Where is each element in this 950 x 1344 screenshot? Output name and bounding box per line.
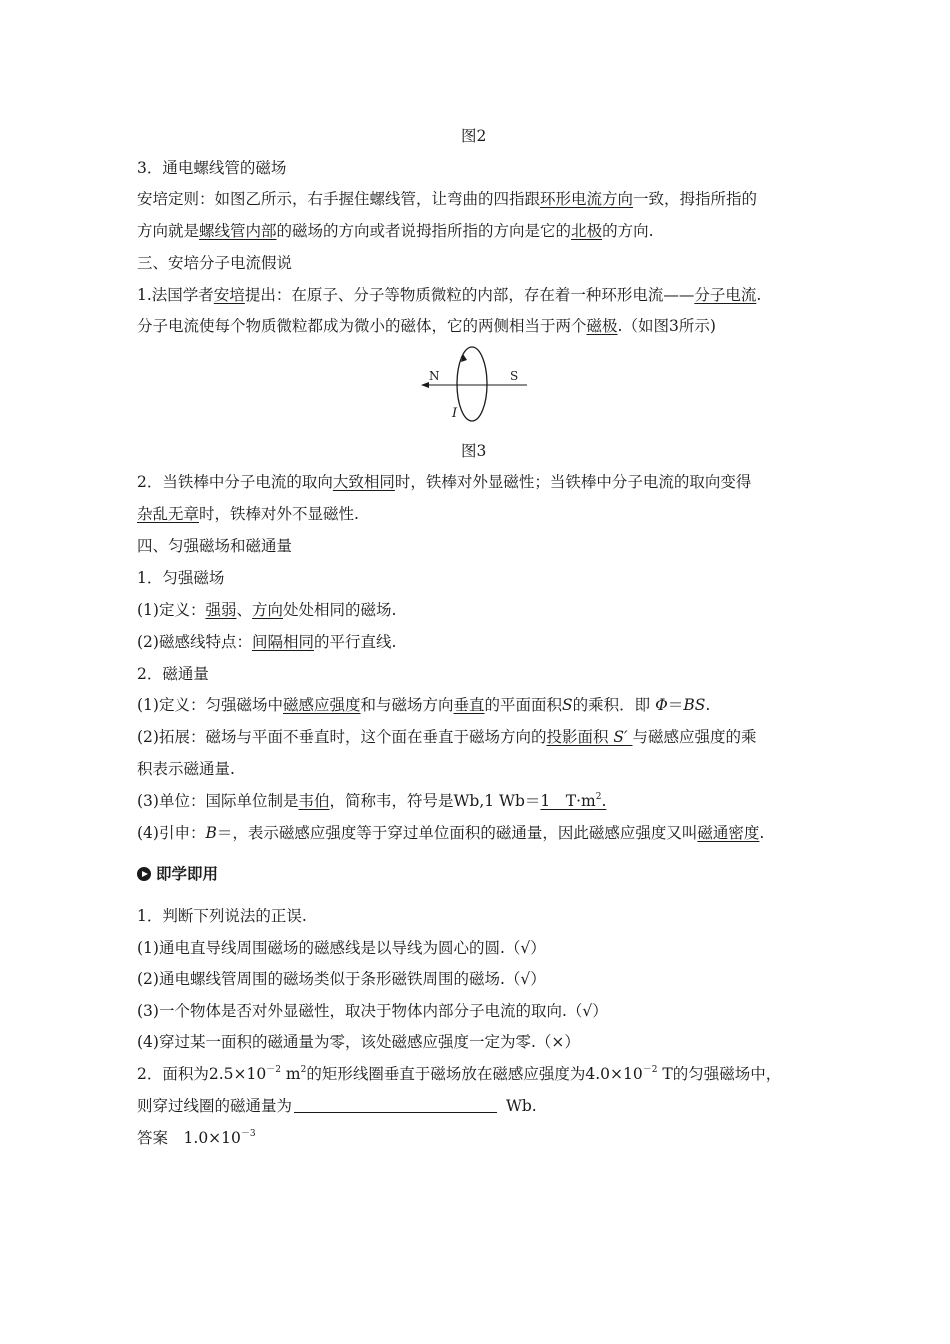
play-circle-icon — [137, 867, 151, 881]
flux-extension-line-1: (2)拓展：磁场与平面不垂直时，这个面在垂直于磁场方向的投影面积 S′ 与磁感应强度的乘 — [137, 728, 757, 746]
question-2-line-2: 则穿过线圈的磁通量为 Wb. — [137, 1097, 537, 1115]
answer-ring-current-direction: 环形电流方向 — [540, 190, 634, 208]
answer-projected-area: 投影面积 S′ — [546, 728, 628, 746]
south-pole-label: S — [510, 369, 519, 383]
field-line-feature: (2)磁感线特点：间隔相同的平行直线. — [137, 633, 397, 651]
figure-3-molecular-current-diagram — [415, 340, 535, 430]
question-1-item-3: (3)一个物体是否对外显磁性，取决于物体内部分子电流的取向.（√） — [137, 1002, 608, 1020]
section-heading-ampere-hypothesis: 三、安培分子电流假说 — [137, 254, 293, 272]
flux-density-extension: (4)引申：B＝，表示磁感应强度等于穿过单位面积的磁通量，因此磁感应强度又叫磁通密度. — [137, 824, 765, 842]
question-1-item-2: (2)通电螺线管周围的磁场类似于条形磁铁周围的磁场.（√） — [137, 970, 546, 988]
answer-equal-spacing: 间隔相同 — [251, 633, 314, 651]
question-1-prompt: 1．判断下列说法的正误. — [137, 907, 307, 925]
ampere-rule-line-1: 安培定则：如图乙所示，右手握住螺线管，让弯曲的四指跟环形电流方向一致，拇指所指的 — [137, 190, 758, 208]
answer-roughly-same: 大致相同 — [332, 473, 395, 491]
answer-tesla-square-meter: 1 $T\cdot m^2$. — [540, 792, 607, 810]
practice-section-title: 即学即用 — [137, 863, 827, 885]
uniform-field-heading: 1．匀强磁场 — [137, 569, 225, 587]
flux-extension-line-2: 积表示磁通量. — [137, 760, 235, 778]
question-2-answer: 答案 $1.0\times 10^{-3}$ — [137, 1129, 256, 1147]
section-3-heading: 3．通电螺线管的磁场 — [137, 159, 287, 177]
answer-weber: 韦伯 — [298, 792, 330, 810]
answer-blank — [294, 1098, 497, 1113]
north-pole-label: N — [429, 369, 440, 383]
answer-north-pole: 北极 — [571, 222, 603, 240]
flux-definition: (1)定义：匀强磁场中磁感应强度和与磁场方向垂直的平面面积S的乘积．即 Φ＝BS. — [137, 696, 711, 714]
flux-heading: 2．磁通量 — [137, 665, 209, 683]
flux-unit: (3)单位：国际单位制是韦伯，简称韦，符号是Wb,1 Wb＝1 $T\cdot m^2$. — [137, 792, 607, 810]
figure-2-caption: 图2 — [461, 127, 487, 145]
answer-solenoid-interior: 螺线管内部 — [199, 222, 277, 240]
question-1-item-4: (4)穿过某一面积的磁通量为零，该处磁感应强度一定为零.（×） — [137, 1033, 580, 1051]
section-heading-uniform-field: 四、匀强磁场和磁通量 — [137, 537, 293, 555]
answer-direction: 方向 — [252, 601, 284, 619]
answer-magnetic-induction: 磁感应强度 — [282, 696, 361, 714]
answer-magnetic-poles: 磁极 — [586, 317, 618, 335]
iron-rod-line-1: 2．当铁棒中分子电流的取向大致相同时，铁棒对外显磁性；当铁棒中分子电流的取向变得 — [137, 473, 752, 491]
answer-molecular-current: 分子电流 — [694, 286, 757, 304]
uniform-field-definition: (1)定义：强弱、方向处处相同的磁场. — [137, 601, 397, 619]
current-label: I — [452, 406, 458, 421]
answer-disordered: 杂乱无章 — [137, 505, 200, 523]
answer-flux-density: 磁通密度 — [697, 824, 760, 842]
axis-arrow-head — [421, 382, 429, 388]
answer-perpendicular: 垂直 — [453, 696, 485, 714]
answer-ampere: 安培 — [213, 286, 245, 304]
hypothesis-line-1: 1.法国学者安培提出：在原子、分子等物质微粒的内部，存在着一种环形电流——分子电流. — [137, 286, 762, 304]
iron-rod-line-2: 杂乱无章时，铁棒对外不显磁性. — [137, 505, 359, 523]
question-1-item-1: (1)通电直导线周围磁场的磁感线是以导线为圆心的圆.（√） — [137, 939, 546, 957]
question-2-line-1: 2．面积为$2.5\times 10^{-2}$ $m^2$的矩形线圈垂直于磁场放在磁感应强度为$4.0\times 10^{-2}$ T的匀强磁场中， — [137, 1065, 782, 1083]
answer-strength: 强弱 — [205, 601, 237, 619]
figure-3-caption: 图3 — [461, 442, 487, 460]
current-loop — [457, 347, 487, 421]
ampere-rule-line-2: 方向就是螺线管内部的磁场的方向或者说拇指所指的方向是它的北极的方向. — [137, 222, 654, 240]
hypothesis-line-2: 分子电流使每个物质微粒都成为微小的磁体，它的两侧相当于两个磁极.（如图3所示) — [137, 317, 716, 335]
